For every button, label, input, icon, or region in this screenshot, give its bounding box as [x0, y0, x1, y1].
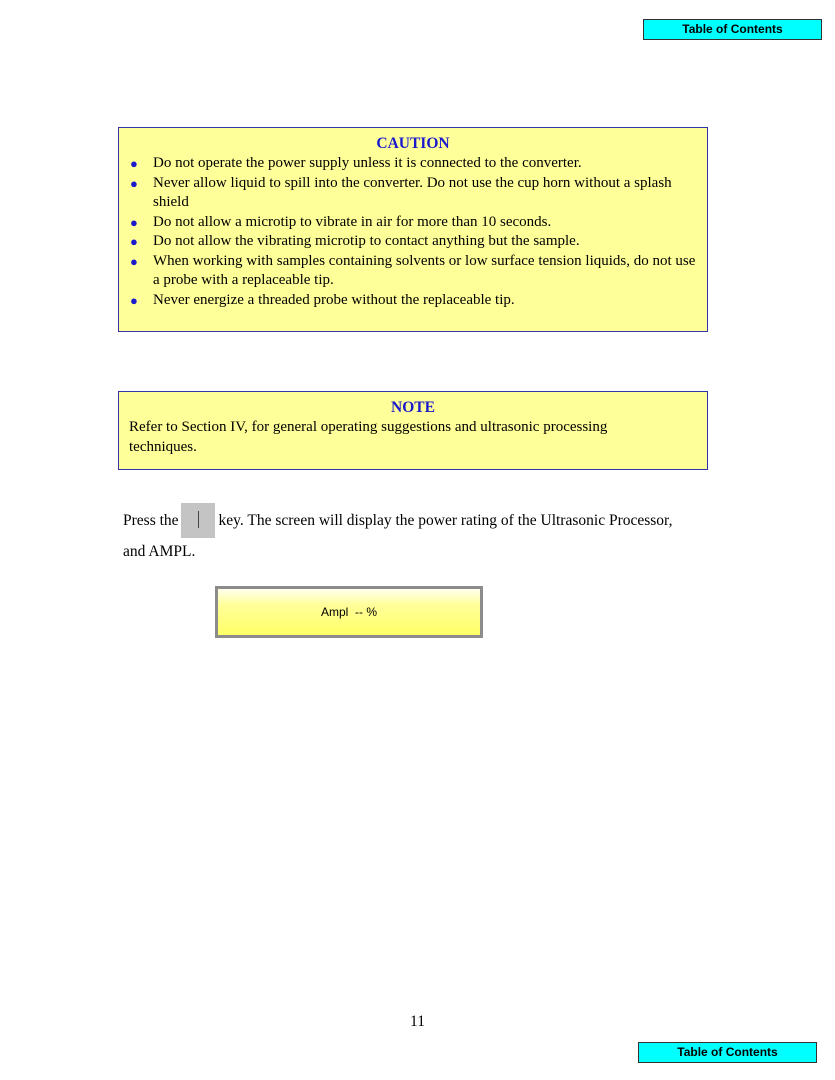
caution-list — [129, 154, 697, 310]
instruction-line — [123, 503, 723, 539]
caution-item-text: When working with samples containing solvents or low surface tension liquids, do not use a probe with a replaceable tip. — [153, 252, 696, 288]
note-title: NOTE — [391, 399, 435, 416]
instruction-before-key: Press the — [123, 512, 179, 529]
power-key-bar — [198, 511, 199, 528]
caution-item — [129, 154, 697, 174]
caution-item-text: Never energize a threaded probe without the replaceable tip. — [153, 291, 515, 308]
bullet-icon: ● — [130, 156, 138, 171]
instruction-after-key: key. The screen will display the power rating of the Ultrasonic Processor, — [218, 512, 673, 529]
note-callout — [118, 391, 708, 470]
caution-item — [129, 213, 697, 233]
instruction-line-2: and AMPL. — [123, 543, 196, 560]
toc-top-button[interactable]: Table of Contents — [643, 19, 822, 40]
caution-item-text: Do not operate the power supply unless it is connected to the converter. — [153, 155, 582, 171]
caution-item — [129, 232, 697, 252]
note-text: Refer to Section IV, for general operating suggestions and ultrasonic processing techniques. — [129, 419, 608, 455]
caution-item-text: Do not allow a microtip to vibrate in air for more than 10 seconds. — [153, 213, 552, 230]
power-key-icon[interactable] — [181, 503, 215, 538]
caution-item — [129, 291, 697, 311]
caution-title: CAUTION — [376, 135, 450, 152]
toc-bottom-button[interactable]: Table of Contents — [638, 1042, 817, 1063]
caution-item-text: Never allow liquid to spill into the converter. Do not use the cup horn without a splash shield — [153, 174, 672, 210]
bullet-icon: ● — [130, 175, 138, 191]
bullet-icon: ● — [130, 234, 138, 249]
page-number: 11 — [410, 1013, 425, 1030]
caution-item — [129, 252, 697, 291]
bullet-icon: ● — [130, 292, 138, 308]
bullet-icon: ● — [130, 253, 138, 269]
caution-item-text: Do not allow the vibrating microtip to contact anything but the sample. — [153, 233, 580, 249]
caution-item — [129, 174, 697, 213]
bullet-icon: ● — [130, 214, 138, 230]
caution-callout — [118, 127, 708, 332]
lcd-display: Ampl -- % — [215, 586, 483, 638]
